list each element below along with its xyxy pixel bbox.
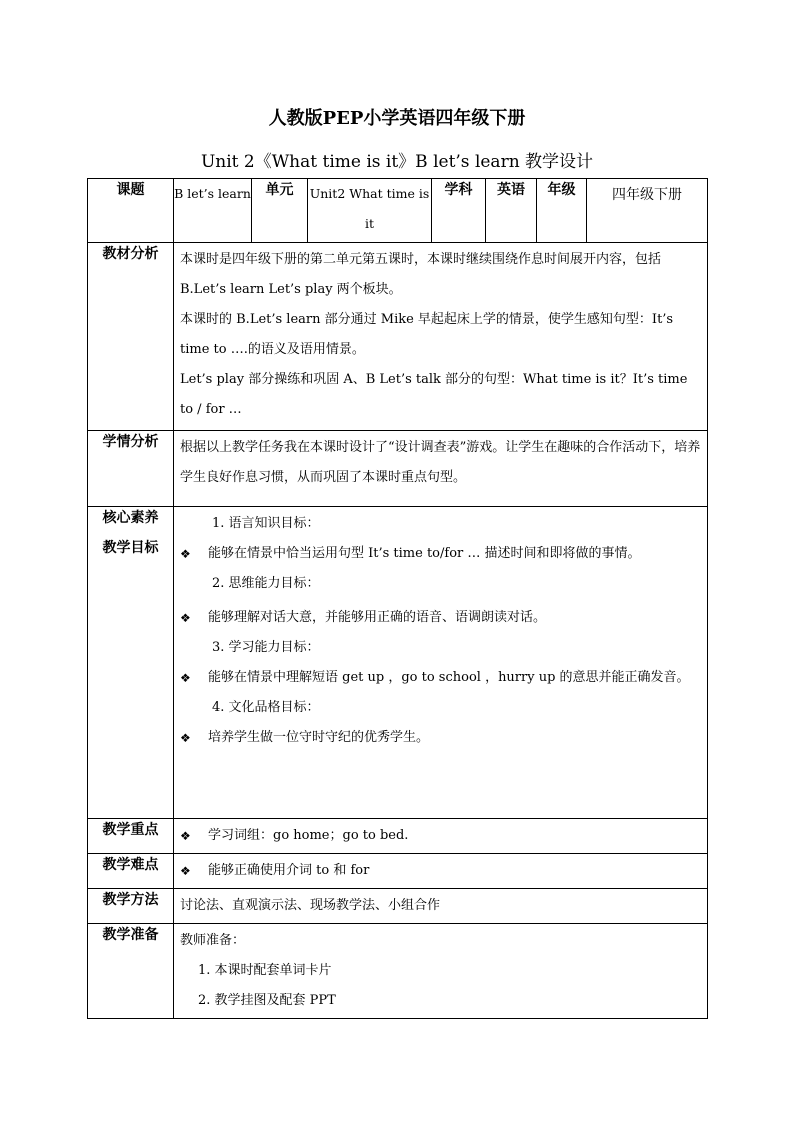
material-analysis-content [174, 243, 707, 427]
material-analysis-label: 教材分析 [88, 243, 174, 431]
core-goals-label-line1: 核心素养 [102, 510, 159, 526]
core-goals-label [88, 507, 174, 819]
grade-label: 年级 [537, 179, 587, 243]
methods-row [88, 889, 708, 924]
bullet-icon: ❖ [180, 829, 191, 843]
methods-content: 讨论法、直观演示法、现场教学法、小组合作 [180, 898, 441, 913]
goal-2-item: ❖ 能够理解对话大意，并能够用正确的语音、语调朗读对话。 [180, 603, 701, 633]
goal-4-item: ❖ 培养学生做一位守时守纪的优秀学生。 [180, 723, 701, 753]
preparation-item-2: 2. 教学挂图及配套 PPT [198, 993, 336, 1008]
bullet-icon: ❖ [180, 611, 191, 625]
student-analysis-content: 根据以上教学任务我在本课时设计了“设计调查表”游戏。让学生在趣味的合作活动下，培养学生良好作息习惯，从而巩固了本课时重点句型。 [180, 440, 701, 485]
methods-label: 教学方法 [88, 889, 174, 924]
difficulties-label: 教学难点 [88, 854, 174, 889]
material-analysis-p3: Let’s play 部分操练和巩固 A、B Let’s talk 部分的句型：What time is it？It’s time to / for … [180, 372, 688, 417]
preparation-row [88, 924, 708, 1019]
subject-value: 英语 [486, 179, 537, 243]
goal-1-item: ❖ 能够在情景中恰当运用句型 It’s time to/for … 描述时间和即将做的事情。 [180, 539, 701, 569]
goal-1-title: 1. 语言知识目标： [212, 516, 320, 531]
bullet-icon: ❖ [180, 731, 191, 745]
bullet-icon: ❖ [180, 547, 191, 561]
header-row [88, 179, 708, 243]
lesson-plan-table [87, 178, 708, 1019]
material-analysis-p2: 本课时的 B.Let’s learn 部分通过 Mike 早起起床上学的情景，使学生感知句型：It’s time to ….的语义及语用情景。 [180, 312, 674, 357]
document-subtitle: Unit 2《What time is it》B let’s learn 教学设计 [200, 152, 594, 172]
preparation-label: 教学准备 [88, 924, 174, 1019]
preparation-intro: 教师准备： [180, 933, 246, 948]
goal-3-item: ❖ 能够在情景中理解短语 get up ，go to school ，hurry up 的意思并能正确发音。 [180, 663, 701, 693]
document-title: 人教版PEP小学英语四年级下册 [268, 108, 526, 129]
subject-label: 学科 [432, 179, 486, 243]
topic-value: B let’s learn [174, 179, 252, 243]
core-goals-content [174, 507, 707, 755]
goal-4-title: 4. 文化品格目标： [212, 700, 320, 715]
core-goals-row [88, 507, 708, 819]
key-points-label: 教学重点 [88, 819, 174, 854]
preparation-content [174, 924, 707, 1018]
key-points-content: ❖ 学习词组：go home；go to bed. [174, 819, 707, 853]
preparation-item-1: 1. 本课时配套单词卡片 [198, 963, 332, 978]
goal-3-title: 3. 学习能力目标： [212, 640, 320, 655]
unit-value: Unit2 What time is it [308, 179, 432, 243]
difficulties-content: ❖ 能够正确使用介词 to 和 for [174, 854, 707, 888]
difficulties-row [88, 854, 708, 889]
material-analysis-p1: 本课时是四年级下册的第二单元第五课时，本课时继续围绕作息时间展开内容，包括 B.Let’s learn Let’s play 两个板块。 [180, 252, 662, 297]
core-goals-label-line2: 教学目标 [102, 540, 159, 556]
goal-2-title: 2. 思维能力目标： [212, 576, 320, 591]
student-analysis-label: 学情分析 [88, 431, 174, 507]
bullet-icon: ❖ [180, 671, 191, 685]
material-analysis-row [88, 243, 708, 431]
key-points-row [88, 819, 708, 854]
grade-value: 四年级下册 [587, 179, 708, 243]
bullet-icon: ❖ [180, 864, 191, 878]
student-analysis-row [88, 431, 708, 507]
unit-label: 单元 [252, 179, 308, 243]
topic-label: 课题 [88, 179, 174, 243]
